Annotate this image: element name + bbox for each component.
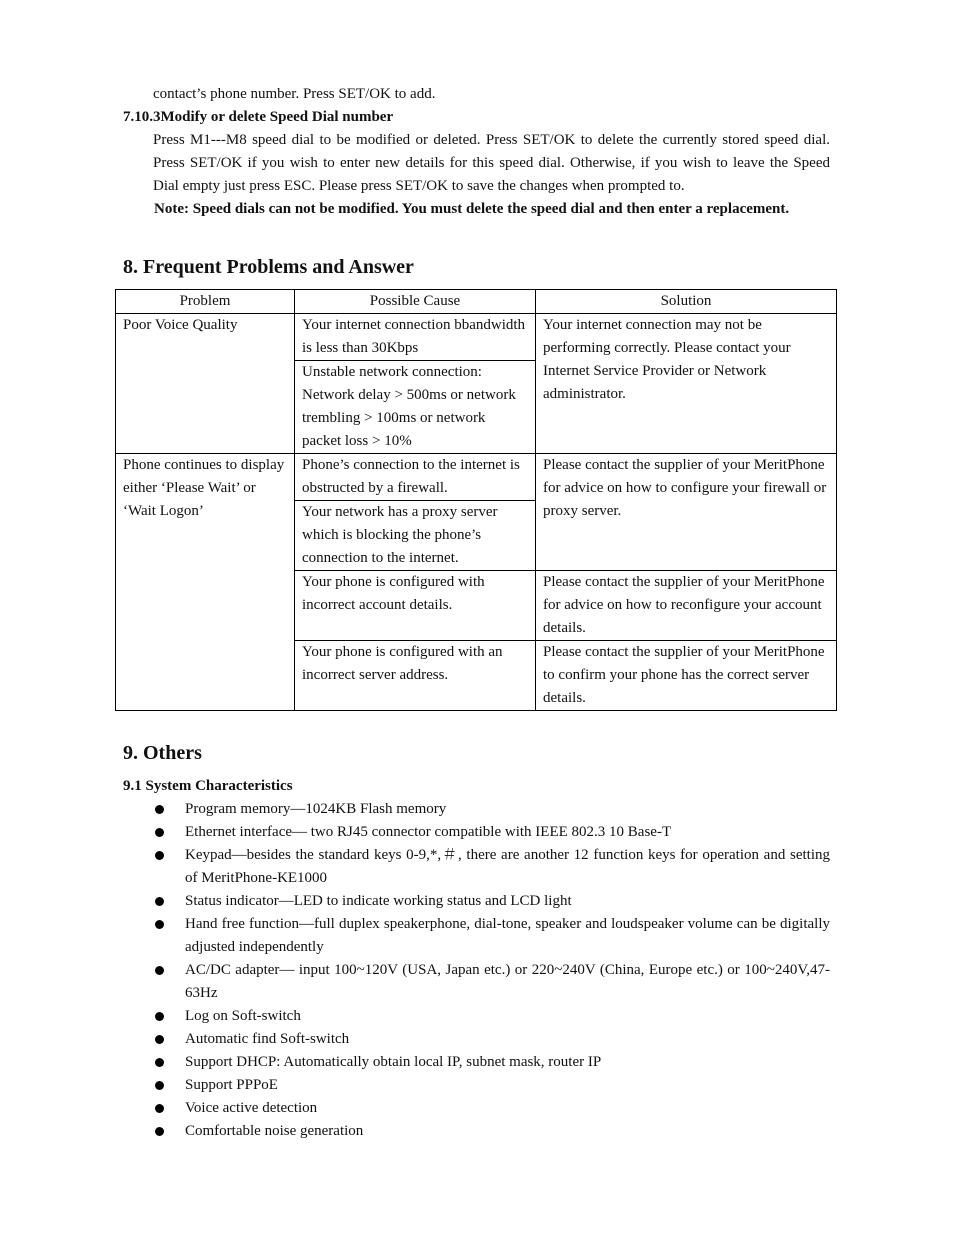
bullet-icon (155, 805, 164, 814)
solution-cell: Your internet connection may not be performing correctly. Please contact your Internet Service Provider or Network administrator. (536, 314, 837, 454)
cause-cell: Your network has a proxy server which is blocking the phone’s connection to the internet. (295, 501, 536, 571)
bullet-icon (155, 897, 164, 906)
cause-cell: Phone’s connection to the internet is obstructed by a firewall. (295, 454, 536, 501)
list-item (153, 821, 830, 844)
solution-cell: Please contact the supplier of your MeritPhone for advice on how to reconfigure your account details. (536, 571, 837, 641)
column-header-problem: Problem (116, 290, 295, 314)
list-item (153, 798, 830, 821)
list-item (153, 1051, 830, 1074)
column-header-possible-cause: Possible Cause (295, 290, 536, 314)
column-header-solution: Solution (536, 290, 837, 314)
system-characteristics-list (153, 798, 830, 1143)
list-item-text: Voice active detection (185, 1100, 318, 1116)
table-row (116, 454, 837, 501)
list-item (153, 1028, 830, 1051)
list-item (153, 1074, 830, 1097)
cause-cell: Your phone is configured with incorrect account details. (295, 571, 536, 641)
bullet-icon (155, 1081, 164, 1090)
table-row (116, 314, 837, 361)
speed-dial-note: Note: Speed dials can not be modified. You must delete the speed dial and then enter a replacement. (154, 201, 790, 217)
faq-table (115, 289, 837, 711)
cause-cell: Your internet connection bbandwidth is less than 30Kbps (295, 314, 536, 361)
speed-dial-paragraph: Press M1---M8 speed dial to be modified or deleted. Press SET/OK to delete the currently stored speed dial. Press SET/OK if you wish to enter new details for this speed dial. Otherwise, if you wish to leave the Speed Dial empty just press ESC. Please press SET/OK to save the changes when prompted to. (153, 132, 830, 194)
list-item (153, 913, 830, 959)
list-item (153, 1120, 830, 1143)
list-item-text: Ethernet interface— two RJ45 connector compatible with IEEE 802.3 10 Base-T (185, 824, 672, 840)
list-item-text: Comfortable noise generation (185, 1123, 364, 1139)
solution-cell: Please contact the supplier of your MeritPhone for advice on how to configure your firewall or proxy server. (536, 454, 837, 571)
bullet-icon (155, 851, 164, 860)
solution-cell: Please contact the supplier of your MeritPhone to confirm your phone has the correct server details. (536, 641, 837, 711)
problem-cell: Poor Voice Quality (116, 314, 295, 454)
bullet-icon (155, 1127, 164, 1136)
subsection-heading-7-10-3: 7.10.3Modify or delete Speed Dial number (123, 109, 394, 125)
list-item (153, 890, 830, 913)
bullet-icon (155, 1058, 164, 1067)
list-item (153, 1005, 830, 1028)
bullet-icon (155, 1012, 164, 1021)
subsection-heading-9-1: 9.1 System Characteristics (123, 778, 293, 794)
bullet-icon (155, 1035, 164, 1044)
cause-cell: Unstable network connection: Network delay > 500ms or network trembling > 100ms or network packet loss > 10% (295, 361, 536, 454)
list-item (153, 1097, 830, 1120)
cause-cell: Your phone is configured with an incorrect server address. (295, 641, 536, 711)
continued-text-line: contact’s phone number. Press SET/OK to add. (153, 86, 436, 102)
problem-cell: Phone continues to display either ‘Please Wait’ or ‘Wait Logon’ (116, 454, 295, 711)
list-item-text: AC/DC adapter— input 100~120V (USA, Japan etc.) or 220~240V (China, Europe etc.) or 100~240V,47-63Hz (185, 962, 830, 1001)
section-heading-8: 8. Frequent Problems and Answer (123, 256, 414, 278)
table-header-row (116, 290, 837, 314)
list-item-text: Status indicator—LED to indicate working status and LCD light (185, 893, 572, 909)
list-item-text: Program memory—1024KB Flash memory (185, 801, 447, 817)
list-item-text: Hand free function—full duplex speakerphone, dial-tone, speaker and loudspeaker volume can be digitally adjusted independently (185, 916, 830, 955)
list-item-text: Log on Soft-switch (185, 1008, 301, 1024)
bullet-icon (155, 920, 164, 929)
bullet-icon (155, 828, 164, 837)
bullet-icon (155, 966, 164, 975)
list-item (153, 844, 830, 890)
section-heading-9: 9. Others (123, 742, 202, 764)
list-item (153, 959, 830, 1005)
list-item-text: Support DHCP: Automatically obtain local IP, subnet mask, router IP (185, 1054, 602, 1070)
list-item-text: Automatic find Soft-switch (185, 1031, 350, 1047)
bullet-icon (155, 1104, 164, 1113)
list-item-text: Keypad—besides the standard keys 0-9,*,＃, there are another 12 function keys for operation and setting of MeritPhone-KE1000 (185, 847, 830, 886)
list-item-text: Support PPPoE (185, 1077, 278, 1093)
